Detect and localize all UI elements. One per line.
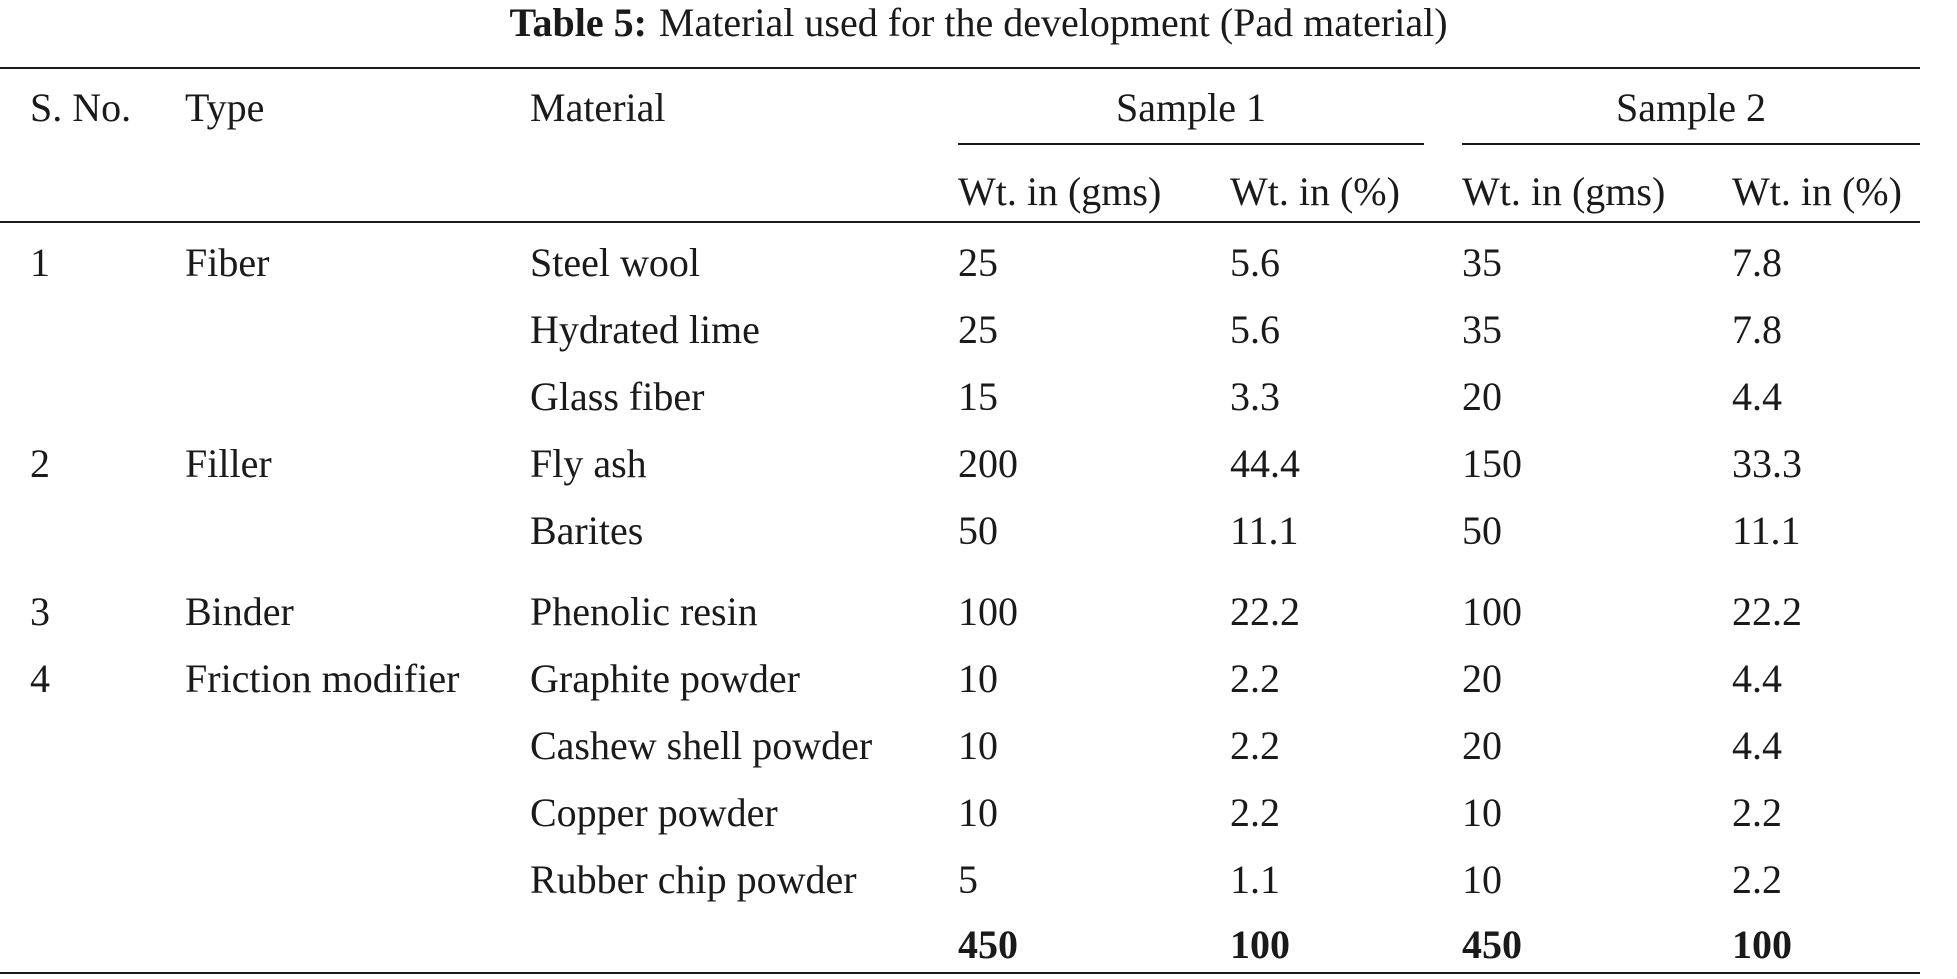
top-rule (0, 67, 1920, 69)
cell-type: Filler (185, 441, 272, 486)
cell-sno: 1 (30, 240, 50, 285)
cell-s2-gms: 150 (1462, 441, 1522, 486)
cell-s2-pct: 4.4 (1732, 374, 1782, 419)
cell-s1-pct: 3.3 (1230, 374, 1280, 419)
cell-s1-pct: 44.4 (1230, 441, 1300, 486)
cell-s1-gms: 100 (958, 589, 1018, 634)
header-sample-1: Sample 1 (1116, 85, 1266, 130)
cell-s1-pct: 1.1 (1230, 857, 1280, 902)
cell-sno: 2 (30, 441, 50, 486)
sample-1-rule (958, 143, 1424, 145)
total-s2-gms: 450 (1462, 922, 1522, 967)
cell-s2-gms: 10 (1462, 857, 1502, 902)
cell-s1-gms: 200 (958, 441, 1018, 486)
header-material: Material (530, 85, 666, 130)
cell-s2-pct: 7.8 (1732, 240, 1782, 285)
cell-s1-gms: 10 (958, 790, 998, 835)
cell-sno: 3 (30, 589, 50, 634)
cell-s1-gms: 5 (958, 857, 978, 902)
cell-material: Phenolic resin (530, 589, 758, 634)
cell-s2-pct: 11.1 (1732, 508, 1801, 553)
cell-s2-pct: 4.4 (1732, 656, 1782, 701)
header-s1-wt-pct: Wt. in (%) (1230, 169, 1400, 214)
cell-s2-gms: 10 (1462, 790, 1502, 835)
cell-s1-pct: 22.2 (1230, 589, 1300, 634)
cell-s2-gms: 20 (1462, 656, 1502, 701)
cell-type: Fiber (185, 240, 270, 285)
cell-s2-pct: 7.8 (1732, 307, 1782, 352)
cell-s1-gms: 25 (958, 307, 998, 352)
header-type: Type (185, 85, 265, 130)
cell-material: Rubber chip powder (530, 857, 857, 902)
cell-s1-pct: 5.6 (1230, 240, 1280, 285)
cell-s2-gms: 35 (1462, 307, 1502, 352)
cell-s1-gms: 10 (958, 656, 998, 701)
header-sample-2: Sample 2 (1616, 85, 1766, 130)
cell-s2-pct: 4.4 (1732, 723, 1782, 768)
cell-s2-pct: 33.3 (1732, 441, 1802, 486)
cell-s1-gms: 50 (958, 508, 998, 553)
cell-s1-gms: 10 (958, 723, 998, 768)
cell-material: Fly ash (530, 441, 647, 486)
header-sno: S. No. (30, 85, 132, 130)
cell-s2-gms: 35 (1462, 240, 1502, 285)
cell-s2-pct: 22.2 (1732, 589, 1802, 634)
cell-s1-pct: 2.2 (1230, 656, 1280, 701)
cell-s2-gms: 100 (1462, 589, 1522, 634)
cell-type: Friction modifier (185, 656, 460, 701)
total-s2-pct: 100 (1732, 922, 1792, 967)
cell-s2-gms: 20 (1462, 723, 1502, 768)
cell-s1-pct: 2.2 (1230, 723, 1280, 768)
cell-s2-gms: 20 (1462, 374, 1502, 419)
cell-s1-gms: 25 (958, 240, 998, 285)
cell-s2-gms: 50 (1462, 508, 1502, 553)
bottom-rule (0, 972, 1920, 974)
table-caption-text: Material used for the development (Pad material) (658, 0, 1448, 45)
cell-type: Binder (185, 589, 294, 634)
cell-material: Barites (530, 508, 644, 553)
header-s2-wt-pct: Wt. in (%) (1732, 169, 1902, 214)
cell-material: Glass fiber (530, 374, 705, 419)
cell-s2-pct: 2.2 (1732, 857, 1782, 902)
header-s1-wt-gms: Wt. in (gms) (958, 169, 1162, 214)
cell-s1-gms: 15 (958, 374, 998, 419)
cell-material: Steel wool (530, 240, 700, 285)
total-s1-pct: 100 (1230, 922, 1290, 967)
cell-s1-pct: 11.1 (1230, 508, 1299, 553)
cell-material: Graphite powder (530, 656, 800, 701)
cell-s1-pct: 2.2 (1230, 790, 1280, 835)
cell-material: Cashew shell powder (530, 723, 873, 768)
cell-s1-pct: 5.6 (1230, 307, 1280, 352)
cell-s2-pct: 2.2 (1732, 790, 1782, 835)
cell-sno: 4 (30, 656, 50, 701)
total-s1-gms: 450 (958, 922, 1018, 967)
sample-2-rule (1462, 143, 1920, 145)
header-rule (0, 221, 1920, 223)
header-s2-wt-gms: Wt. in (gms) (1462, 169, 1666, 214)
cell-material: Hydrated lime (530, 307, 760, 352)
table-caption-label: Table 5: (509, 0, 647, 45)
cell-material: Copper powder (530, 790, 778, 835)
table-caption (0, 0, 1957, 52)
